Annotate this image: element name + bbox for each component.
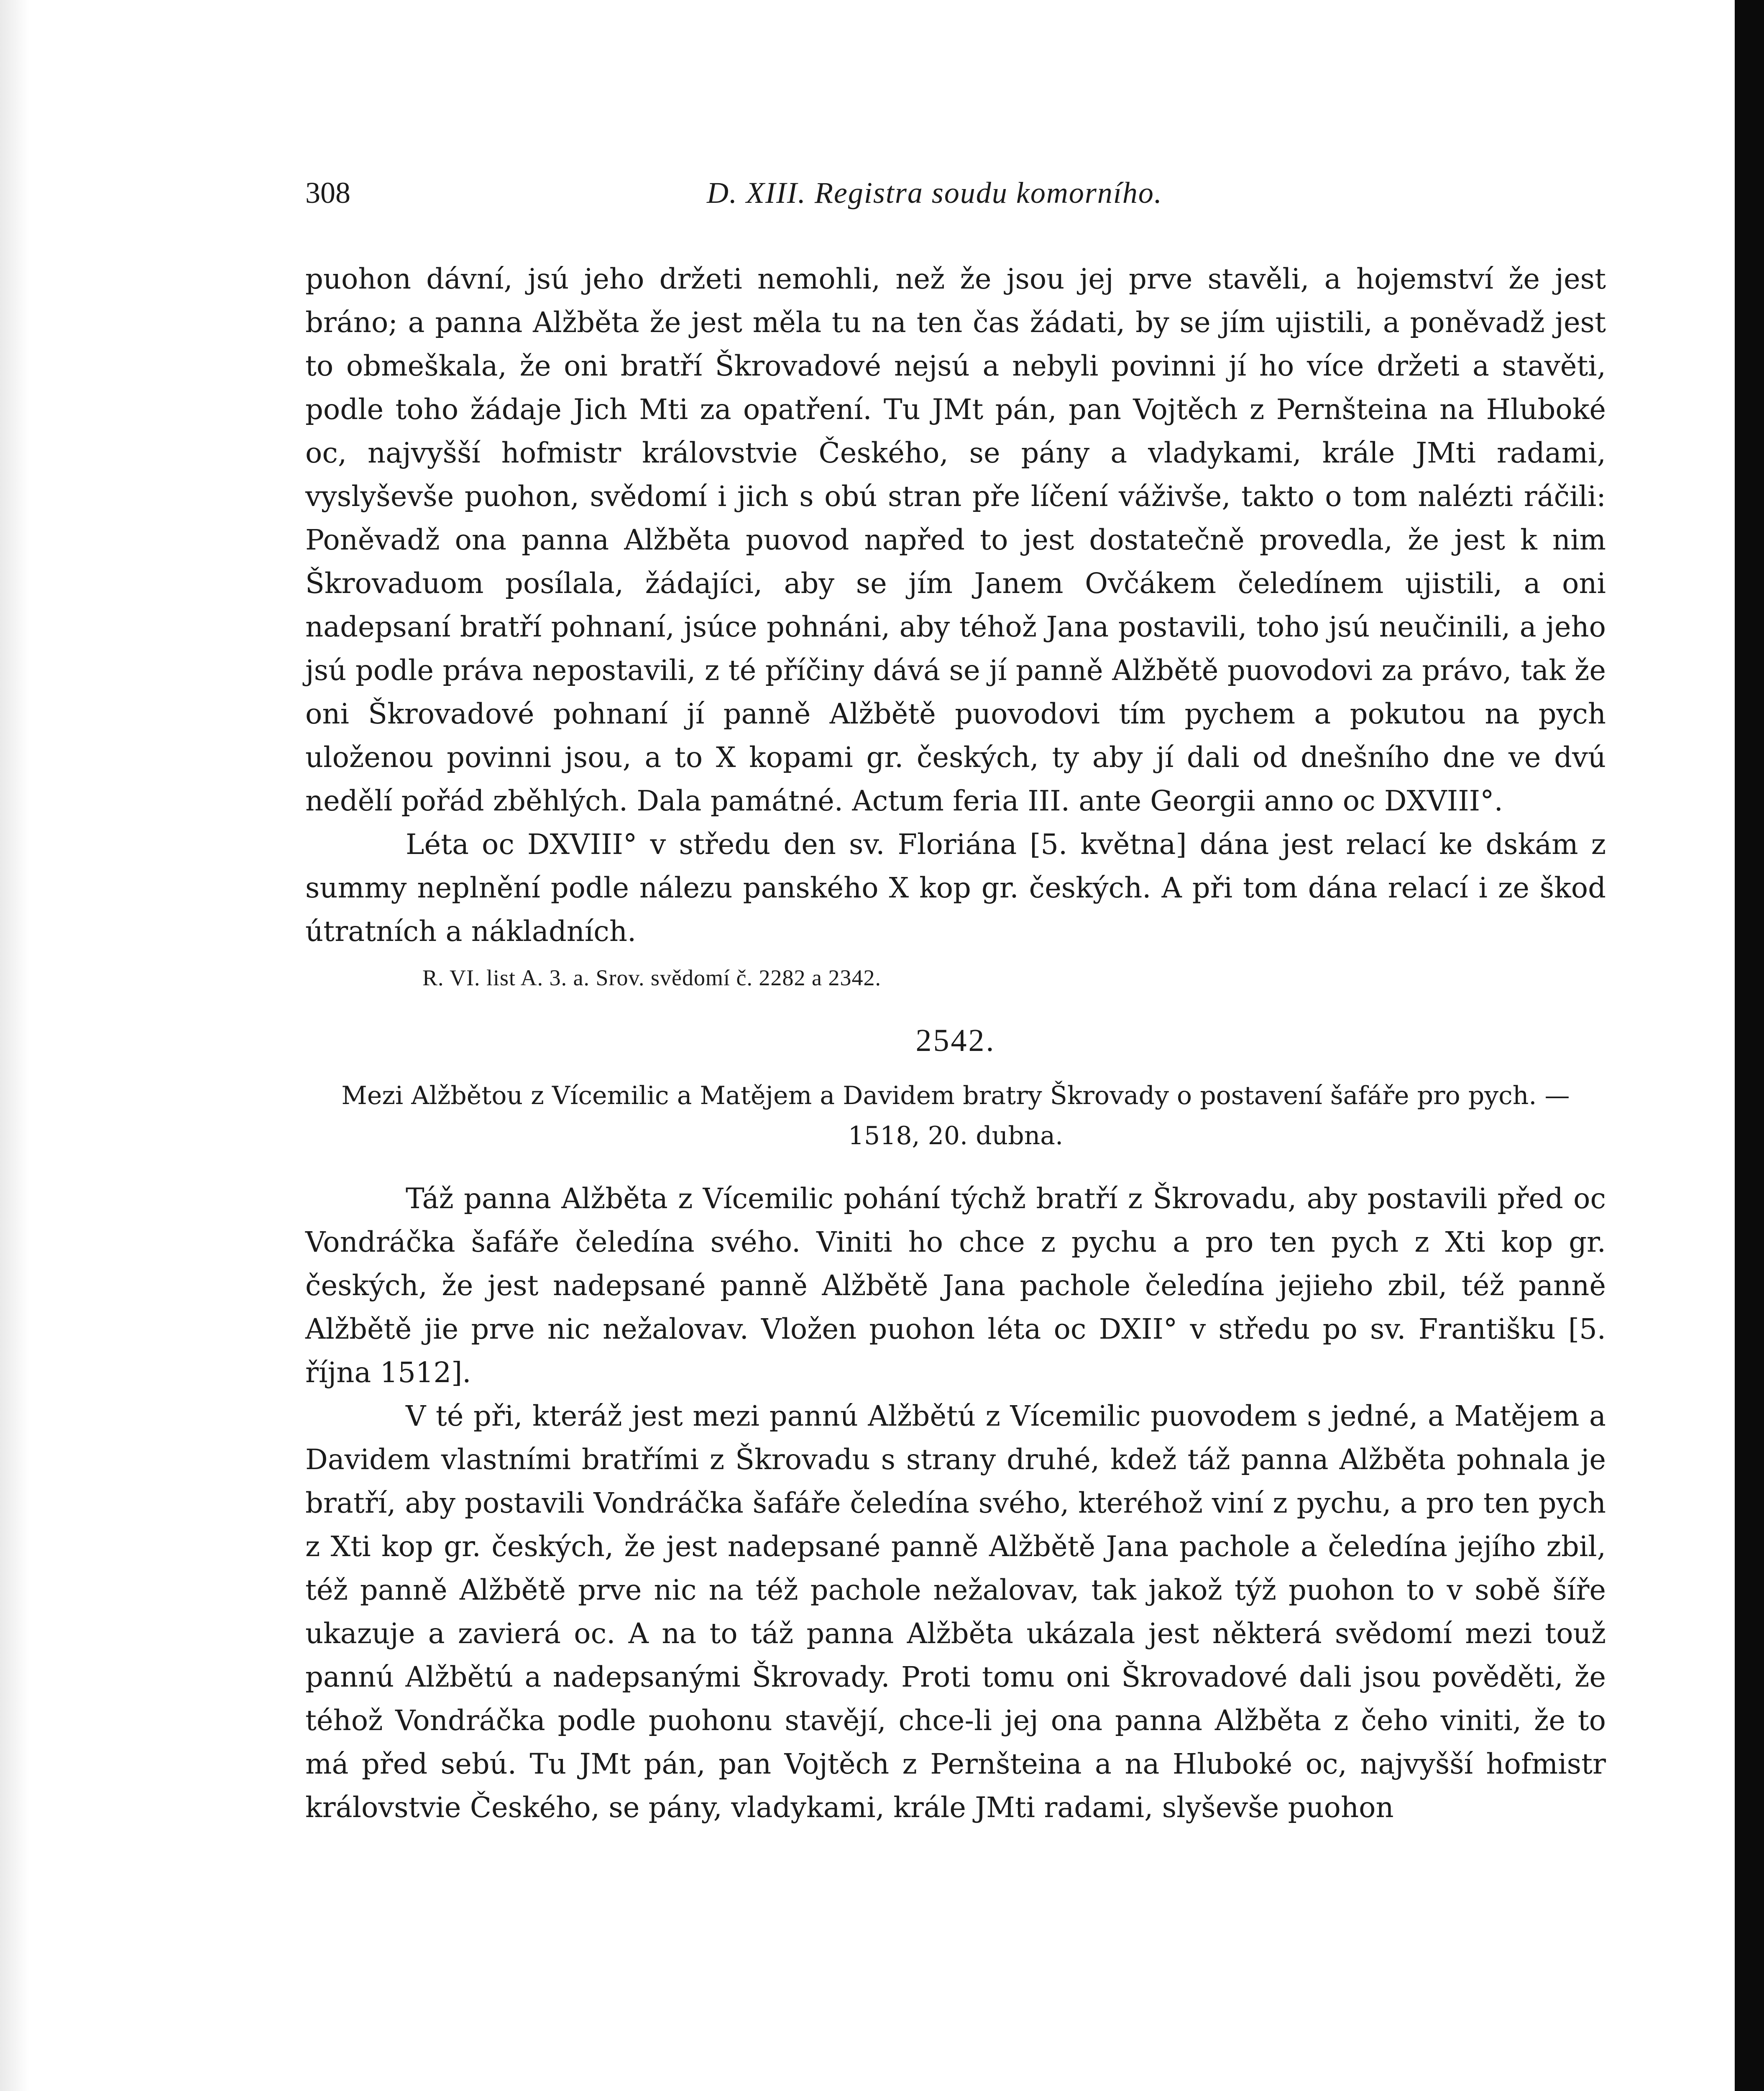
- entry-heading: Mezi Alžbětou z Vícemilic a Matějem a Davidem bratry Škrovady o postavení šafáře pro pych. — 1518, 20. dubna.: [341, 1081, 1570, 1150]
- body-text: [305, 257, 1606, 1829]
- entry-number: 2542.: [915, 1023, 996, 1058]
- entry-paragraph-case: V té při, kteráž jest mezi pannú Alžbětú z Vícemilic puovodem s jedné, a Matějem a Davidem vlastními bratřími z Škrovadu s strany druhé, kdež táž panna Alžběta pohnala je bratří, aby postavili Vondráčka šafáře čeledína svého, kteréhož viní z pychu, a pro ten pych z Xti kop gr. českých, že jest nadepsané panně Alžbětě Jana pachole a čeledína jejího zbil, též panně Alžbětě prve nic na též pachole nežalovav, tak jakož týž puohon to v sobě šíře ukazuje a zavierá oc. A na to táž panna Alžběta ukázala jest některá svědomí mezi touž pannú Alžbětú a nadepsanými Škrovady. Proti tomu oni Škrovadové dali jsou pověděti, že téhož Vondráčka podle puohonu stavějí, chce-li jej ona panna Alžběta z čeho viniti, že to má před sebú. Tu JMt pán, pan Vojtěch z Pernšteina a na Hluboké oc, najvyšší hofmistr královstvie Českého, se pány, vladykami, krále JMti radami, slyševše puohon: [305, 1400, 1606, 1824]
- running-head: [305, 176, 1606, 217]
- entry-paragraph-summons: Táž panna Alžběta z Vícemilic pohání týchž bratří z Škrovadu, aby postavili před oc Vondráčka šafáře čeledína svého. Viniti ho chce z pychu a pro ten pych z Xti kop gr. českých, že jest nadepsané panně Alžbětě Jana pachole čeledína jejieho zbil, též panně Alžbětě jie prve nic nežalovav. Vložen puohon léta oc DXII° v středu po sv. Františku [5. října 1512].: [305, 1182, 1606, 1389]
- document-page: [305, 176, 1606, 1829]
- paragraph-continuation: puohon dávní, jsú jeho držeti nemohli, než že jsou jej prve stavěli, a hojemství že jest bráno; a panna Alžběta že jest měla tu na ten čas žádati, by se jím ujistili, a poněvadž jest to obmeškala, že oni bratří Škrovadové nejsú a nebyli povinni jí ho více držeti a stavěti, podle toho žádaje Jich Mti za opatření. Tu JMt pán, pan Vojtěch z Pernšteina na Hluboké oc, najvyšší hofmistr královstvie Českého, se pány a vladykami, krále JMti radami, vyslyševše puohon, svědomí i jich s obú stran pře líčení váživše, takto o tom nalézti ráčili: Poněvadž ona panna Alžběta puovod napřed to jest dostatečně provedla, že jest k nim Škrovaduom posílala, žádajíci, aby se jím Janem Ovčákem čeledínem ujistili, a oni nadepsaní bratří pohnaní, jsúce pohnáni, aby téhož Jana postavili, toho jsú neučinili, a jeho jsú podle práva nepostavili, z té příčiny dává se jí panně Alžbětě puovodovi za právo, tak že oni Škrovadové pohnaní jí panně Alžbětě puovodovi tím pychem a pokutou na pych uloženou povinni jsou, a to X kopami gr. českých, ty aby jí dali od dnešního dne ve dvú nedělí pořád zběhlých. Dala památné. Actum feria III. ante Georgii anno oc DXVIII°.: [305, 263, 1606, 817]
- scan-edge-left: [0, 0, 29, 2091]
- paragraph-relation: Léta oc DXVIII° v středu den sv. Floriána [5. května] dána jest relací ke dskám z summy neplnění podle nálezu panského X kop gr. českých. A při tom dána relací i ze škod útratních a nákladních.: [305, 828, 1606, 948]
- running-title: D. XIII. Registra soudu komorního.: [707, 176, 1163, 210]
- source-note: R. VI. list A. 3. a. Srov. svědomí č. 2282 a 2342.: [422, 965, 881, 990]
- page-number: 308: [305, 176, 350, 210]
- scan-edge-right: [1735, 0, 1764, 2091]
